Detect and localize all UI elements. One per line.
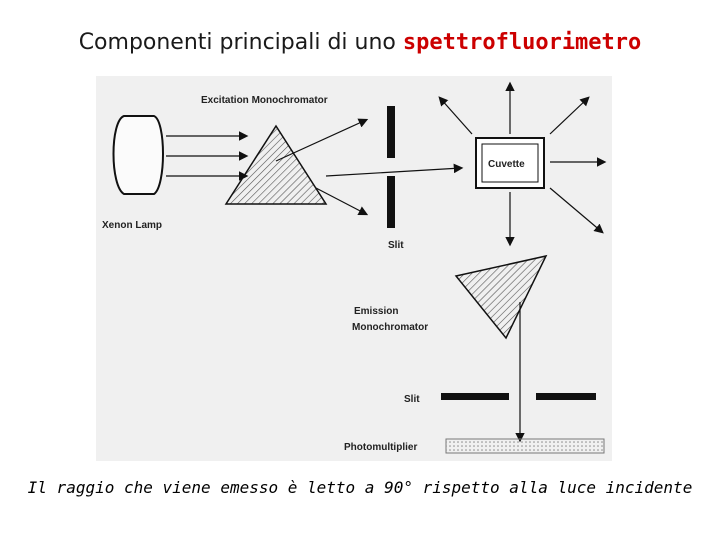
excitation-slit-upper [387, 106, 395, 158]
spectrofluorimeter-diagram [96, 76, 612, 461]
title-highlight: spettrofluorimetro [402, 30, 642, 55]
emission-slit-right [536, 393, 596, 400]
page-title [0, 30, 720, 55]
caption: Il raggio che viene emesso è letto a 90° rispetto alla luce incidente [27, 478, 693, 497]
label-slit-bottom: Slit [404, 394, 420, 405]
label-excitation: Excitation Monochromator [201, 95, 328, 106]
title-prefix: Componenti principali di uno [78, 30, 396, 55]
excitation-slit-lower [387, 176, 395, 228]
label-cuvette: Cuvette [488, 159, 525, 170]
photomultiplier [446, 439, 604, 453]
label-emission: Emission [354, 306, 399, 317]
emission-slit-left [441, 393, 509, 400]
label-slit-top: Slit [388, 240, 404, 251]
xenon-lamp [114, 116, 164, 194]
label-photomultiplier: Photomultiplier [344, 442, 418, 453]
label-xenon-lamp: Xenon Lamp [102, 220, 163, 231]
label-monochromator: Monochromator [352, 322, 429, 333]
